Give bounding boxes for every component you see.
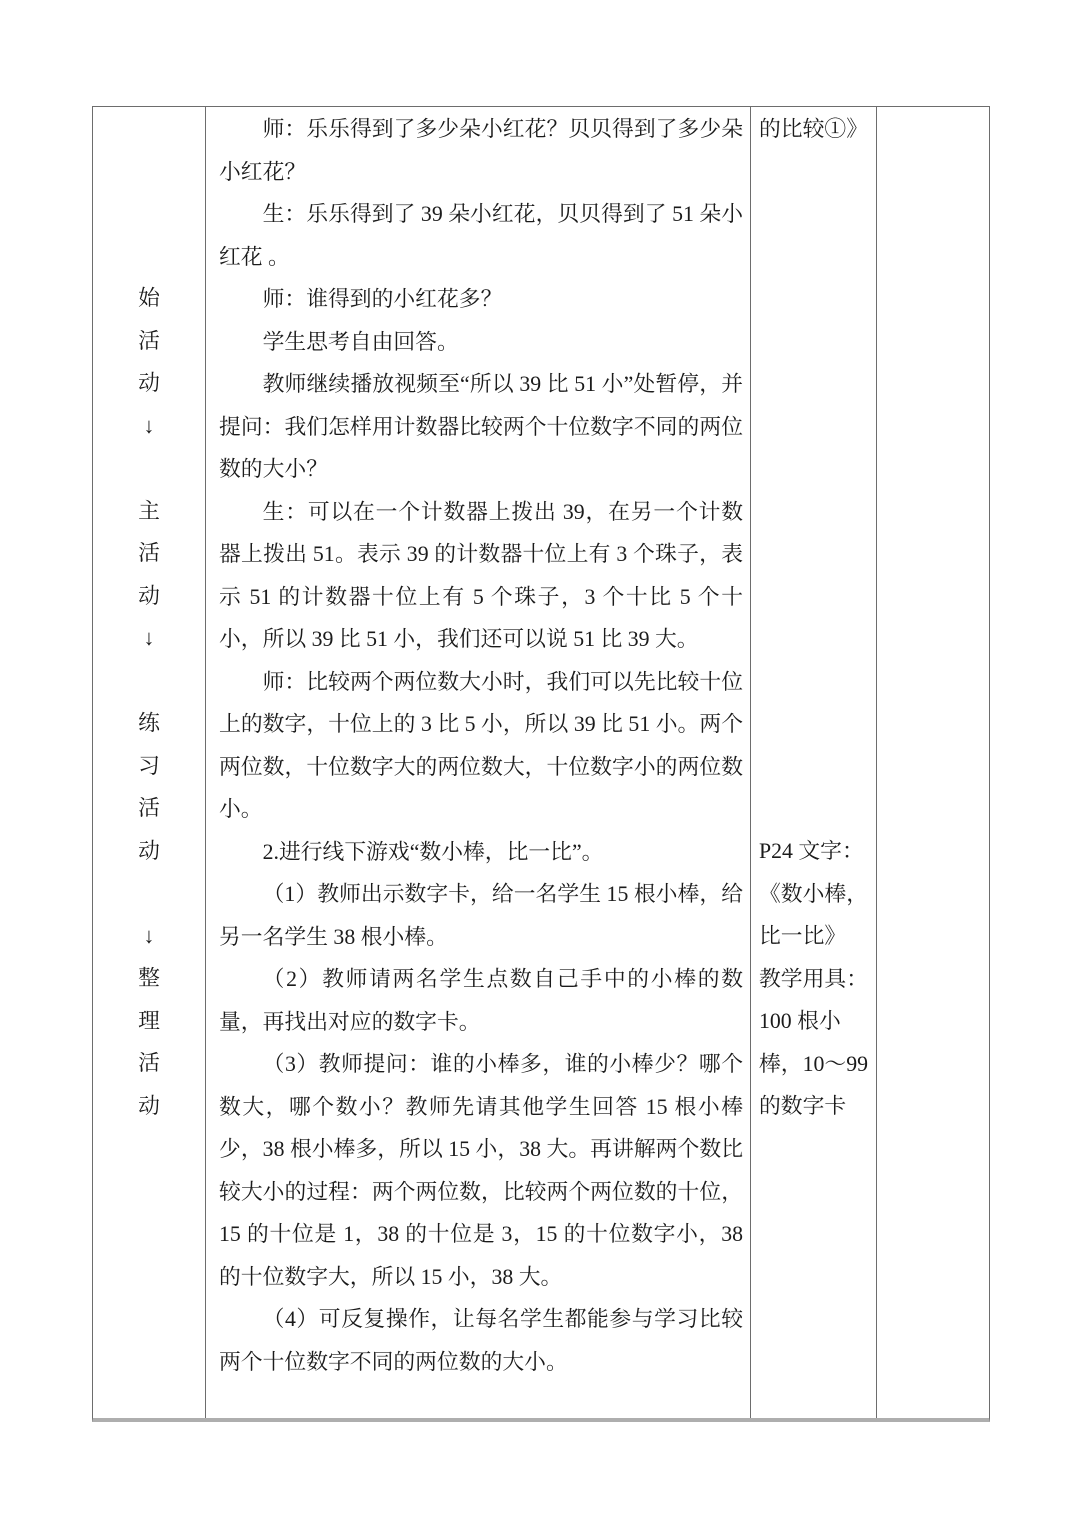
activity-line: 活 [138, 328, 160, 353]
resource-line: 比一比》 [759, 924, 847, 948]
resource-line: 棒，10～99 [759, 1051, 868, 1076]
activity-line: 活 [138, 1051, 160, 1075]
lesson-paragraph: （1）教师出示数字卡，给一名学生 15 根小棒，给另一名学生 38 根小棒。 [219, 882, 743, 949]
resource-line: P24 文字： [759, 839, 864, 863]
activity-line: 动 [138, 371, 160, 395]
resource-line: 教学用具： [759, 966, 868, 991]
activity-line [93, 872, 205, 915]
resource-line: 100 根小 [759, 1009, 841, 1033]
lesson-paragraph: 生：乐乐得到了 39 朵小红花，贝贝得到了 51 朵小红花 。 [219, 202, 743, 269]
lesson-content-cell [206, 107, 751, 1418]
activity-line: 活 [138, 796, 160, 820]
lesson-paragraph: 师：谁得到的小红花多？ [262, 287, 503, 311]
activity-line [93, 660, 205, 703]
activity-line: ↓ [143, 626, 155, 650]
lesson-plan-table [92, 106, 990, 1422]
lesson-paragraph: 教师继续播放视频至“所以 39 比 51 小”处暂停，并提问：我们怎样用计数器比较两个十位数字不同的两位数的大小？ [219, 372, 743, 481]
activity-line [93, 447, 205, 490]
activity-line: 习 [138, 753, 160, 778]
lesson-paragraph: 2.进行线下游戏“数小棒，比一比”。 [262, 839, 604, 864]
resource-note-block [759, 830, 874, 1128]
resource-continued-title: 的比较①》 [759, 117, 868, 141]
activity-line: 练 [138, 711, 160, 735]
lesson-paragraph: 师：乐乐得到了多少朵小红花？贝贝得到了多少朵小红花？ [219, 117, 743, 184]
activity-line: 动 [138, 1093, 160, 1118]
lesson-paragraphs [219, 108, 743, 1383]
resource-line: 《数小棒， [759, 881, 868, 906]
activity-line: 整 [138, 966, 160, 990]
activity-flow-lines [93, 277, 205, 1127]
activity-line: 主 [138, 498, 160, 523]
activity-line: 活 [138, 541, 160, 565]
lesson-paragraph: 学生思考自由回答。 [262, 329, 459, 354]
lesson-paragraph: 生：可以在一个计数器上拨出 39，在另一个计数器上拨出 51。表示 39 的计数器十位上有 3 个珠子，表示 51 的计数器十位上有 5 个珠子，3 个十比 5 个十小，所以 39 比 51 小，我们还可以说 51 比 39 大。 [219, 499, 743, 651]
resource-cell [751, 107, 877, 1418]
lesson-paragraph: （2）教师请两名学生点数自己手中的小棒的数量，再找出对应的数字卡。 [219, 967, 743, 1034]
lesson-paragraph: （3）教师提问：谁的小棒多，谁的小棒少？哪个数大，哪个数小？教师先请其他学生回答 15 根小棒少，38 根小棒多，所以 15 小，38 大。再讲解两个数比较大小的过程：两个两位数，比较两个两位数的十位，15 的十位是 1，38 的十位是 3，15 的十位数字小，38 的十位数字大，所以 15 小，38 大。 [219, 1052, 743, 1289]
activity-line: 动 [138, 838, 160, 863]
lesson-paragraph: （4）可反复操作，让每名学生都能参与学习比较两个十位数字不同的两位数的大小。 [219, 1307, 743, 1374]
activity-line: ↓ [143, 923, 155, 948]
activity-line: 动 [138, 583, 160, 608]
activity-flow-cell [93, 107, 206, 1418]
lesson-paragraph: 师：比较两个两位数大小时，我们可以先比较十位上的数字，十位上的 3 比 5 小，所以 39 比 51 小。两个两位数，十位数字大的两位数大，十位数字小的两位数小。 [219, 669, 743, 821]
activity-line: 理 [138, 1008, 160, 1033]
notes-cell [877, 107, 989, 1418]
resource-line: 的数字卡 [759, 1094, 847, 1118]
activity-line: 始 [138, 286, 160, 310]
activity-line: ↓ [143, 413, 155, 438]
